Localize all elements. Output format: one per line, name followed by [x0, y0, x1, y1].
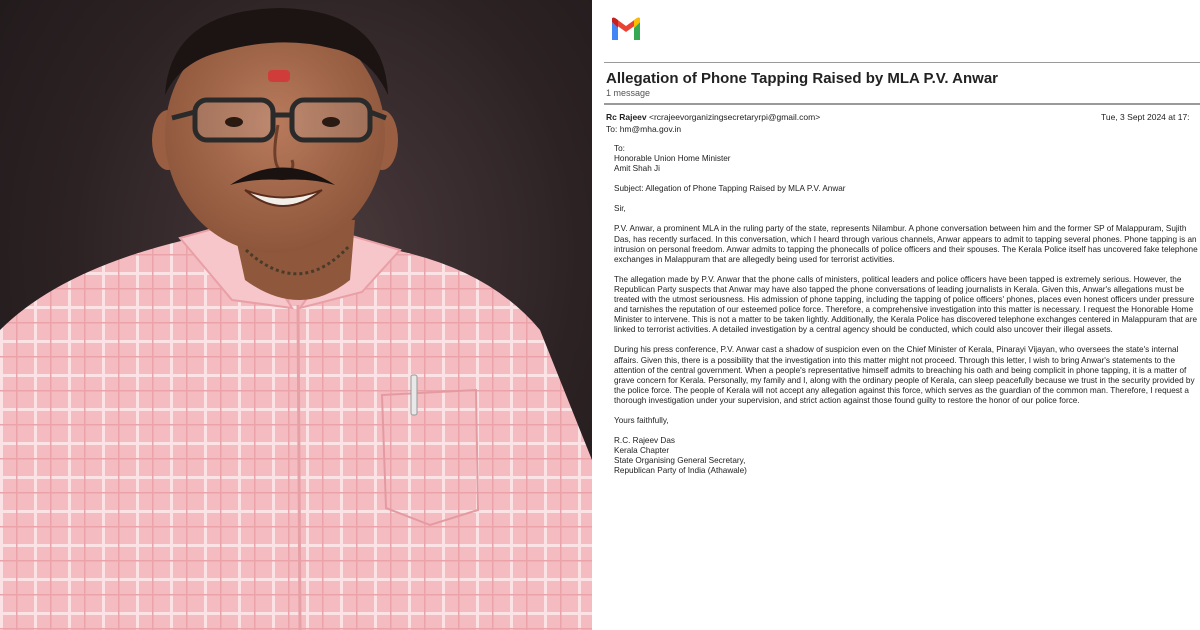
signature-position: State Organising General Secretary, — [614, 456, 746, 466]
signature-chapter: Kerala Chapter — [614, 446, 670, 456]
person-illustration — [0, 0, 592, 630]
to-label: To: — [614, 144, 625, 153]
letter-body — [614, 144, 1199, 486]
signature-name: R.C. Rajeev Das — [614, 436, 675, 446]
sender-email: <rcrajeevorganizingsecretaryrpi@gmail.com> — [649, 112, 821, 122]
salutation: Sir, — [614, 204, 626, 214]
closing: Yours faithfully, — [614, 415, 669, 425]
recipient-line: To: hm@mha.gov.in — [606, 124, 682, 134]
signature — [614, 436, 1199, 476]
sender-line — [606, 112, 820, 122]
person-photo — [0, 0, 592, 630]
email-date: Tue, 3 Sept 2024 at 17: — [1101, 112, 1190, 122]
paragraph-1: P.V. Anwar, a prominent MLA in the ruling party of the state, represents Nilambur. A phone conversation between him and the former SP of Malappuram, Sujith Das, has recently surfaced. In this conversation, which I heard through various channels, Anwar appears to admit to tapping several phones. Phone tapping is an intrusion on personal freedom. Anwar admits to tapping the phonecalls of police officers and their spouses. The Kerala Police itself has uncovered fake telephone exchanges in Malappuram that are allegedly being used for terrorist activities. — [614, 224, 1198, 264]
signature-party: Republican Party of India (Athawale) — [614, 466, 747, 476]
email-printout — [596, 0, 1200, 630]
divider — [604, 62, 1200, 63]
pen — [411, 375, 417, 415]
gmail-logo-icon — [610, 16, 642, 42]
paragraph-3: During his press conference, P.V. Anwar cast a shadow of suspicion even on the Chief Minister of Kerala, Pinarayi Vijayan, who oversees the state's internal affairs. Given this, there is a possibility that the investigation into this matter might not proceed. Through this letter, I wish to bring Anwar's statements to the attention of the central government. When a people's representative himself admits to breaching his oath and being complicit in phone tapping, it is a matter of grave concern for Kerala. Personally, my family and I, along with the ordinary people of Kerala, can sleep peacefully because we trust in the security provided by the police force. The people of Kerala will not accept any allegation against this force, which serves as the guardian of the common man. Therefore, I request a thorough investigation under your supervision, and strict action against those found guilty to restore the honor of our police force. — [614, 345, 1195, 405]
recipient-title: Honorable Union Home Minister — [614, 154, 731, 164]
divider — [604, 103, 1200, 105]
recipient-name: Amit Shah Ji — [614, 164, 660, 174]
email-subject: Allegation of Phone Tapping Raised by MLA P.V. Anwar — [606, 70, 998, 87]
sender-name: Rc Rajeev — [606, 112, 647, 122]
recipient-address — [614, 144, 1199, 174]
message-count: 1 message — [606, 88, 651, 98]
paragraph-2: The allegation made by P.V. Anwar that the phone calls of ministers, political leaders and police officers have been tapped is extremely serious. However, the Republican Party suspects that Anwar may have also tapped the phone conversations of leading journalists in Kerala. Given this, Anwar's allegations must be treated with the utmost seriousness. His admission of phone tapping, including the tapping of police officers' phones, places even honest officers under pressure and tarnishes the reputation of our esteemed police force. Therefore, a comprehensive investigation into this matter is necessary. I request the Honorable Home Minister to intervene. This is not a matter to be taken lightly. Additionally, the Kerala Police has discovered telephone exchanges centered in Malappuram that are linked to terrorist activities. A detailed investigation by a central agency should be conducted, which could also uncover their illegal assets. — [614, 274, 1198, 335]
letter-subject: Subject: Allegation of Phone Tapping Raised by MLA P.V. Anwar — [614, 184, 846, 194]
